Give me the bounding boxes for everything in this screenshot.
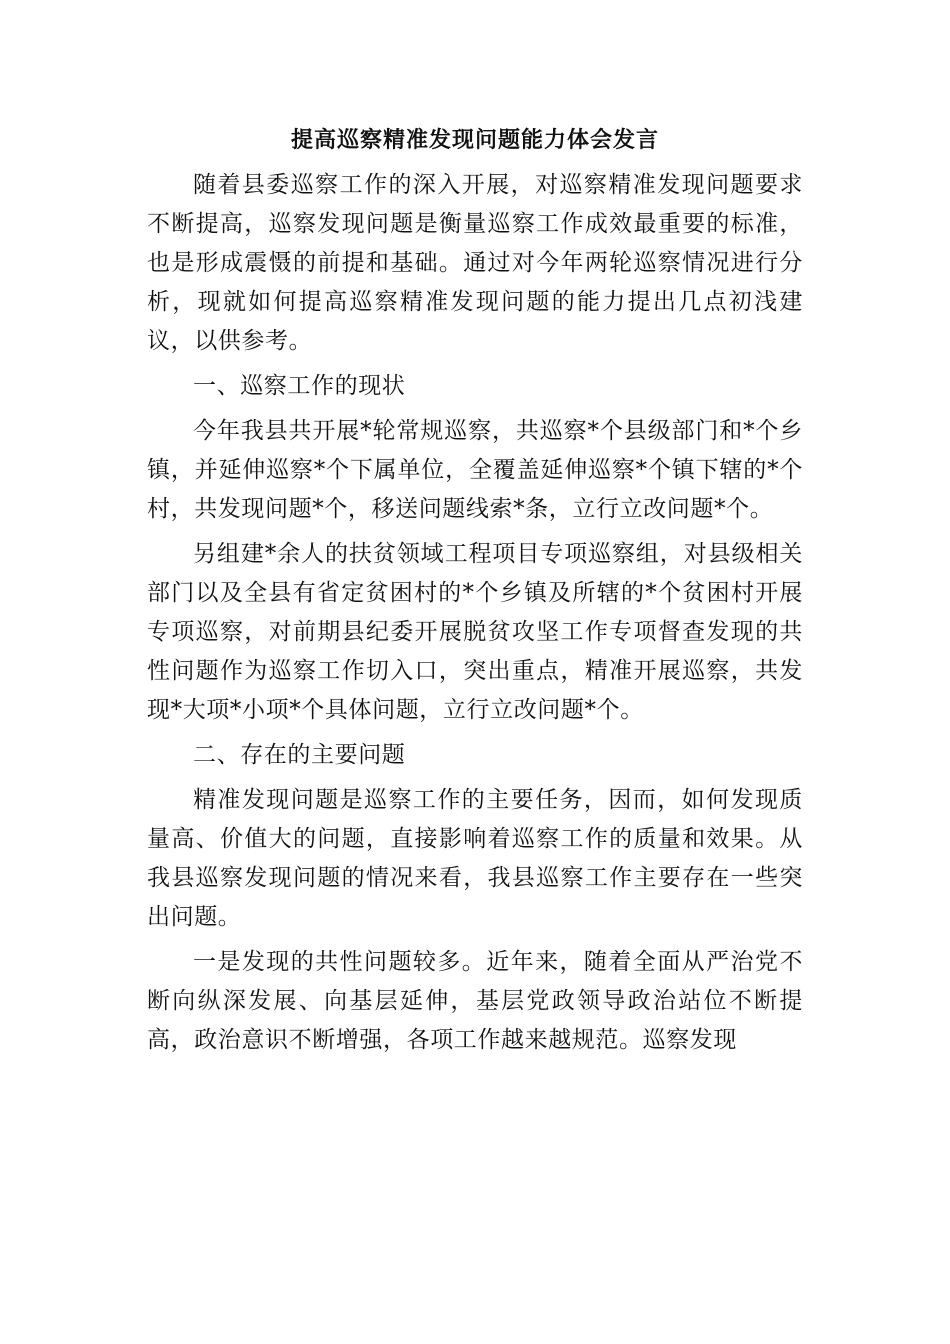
problems-paragraph-2: 一是发现的共性问题较多。近年来，随着全面从严治党不断向纵深发展、向基层延伸，基层党政领导政治站位不断提高，政治意识不断增强，各项工作越来越规范。巡察发现	[147, 949, 803, 1053]
status-paragraph-1: 今年我县共开展*轮常规巡察，共巡察*个县级部门和*个乡镇，并延伸巡察*个下属单位，全覆盖延伸巡察*个镇下辖的*个村，共发现问题*个，移送问题线索*条，立行立改问题*个。	[147, 418, 803, 522]
document-title: 提高巡察精准发现问题能力体会发言	[290, 128, 659, 153]
status-paragraph-2: 另组建*余人的扶贫领域工程项目专项巡察组，对县级相关部门以及全县有省定贫困村的*个乡镇及所辖的*个贫困村开展专项巡察，对前期县纪委开展脱贫攻坚工作专项督查发现的共性问题作为巡察工作切入口，突出重点，精准开展巡察，共发现*大项*小项*个具体问题，立行立改问题*个。	[147, 541, 803, 723]
document-body	[147, 116, 803, 1066]
problems-paragraph-1: 精准发现问题是巡察工作的主要任务，因而，如何发现质量高、价值大的问题，直接影响着巡察工作的质量和效果。从我县巡察发现问题的情况来看，我县巡察工作主要存在一些突出问题。	[147, 787, 803, 930]
section-heading-problems: 二、存在的主要问题	[193, 742, 406, 768]
intro-paragraph: 随着县委巡察工作的深入开展，对巡察精准发现问题要求不断提高，巡察发现问题是衡量巡察工作成效最重要的标准，也是形成震慑的前提和基础。通过对今年两轮巡察情况进行分析，现就如何提高巡察精准发现问题的能力提出几点初浅建议，以供参考。	[147, 172, 803, 354]
section-heading-status: 一、巡察工作的现状	[193, 373, 406, 399]
